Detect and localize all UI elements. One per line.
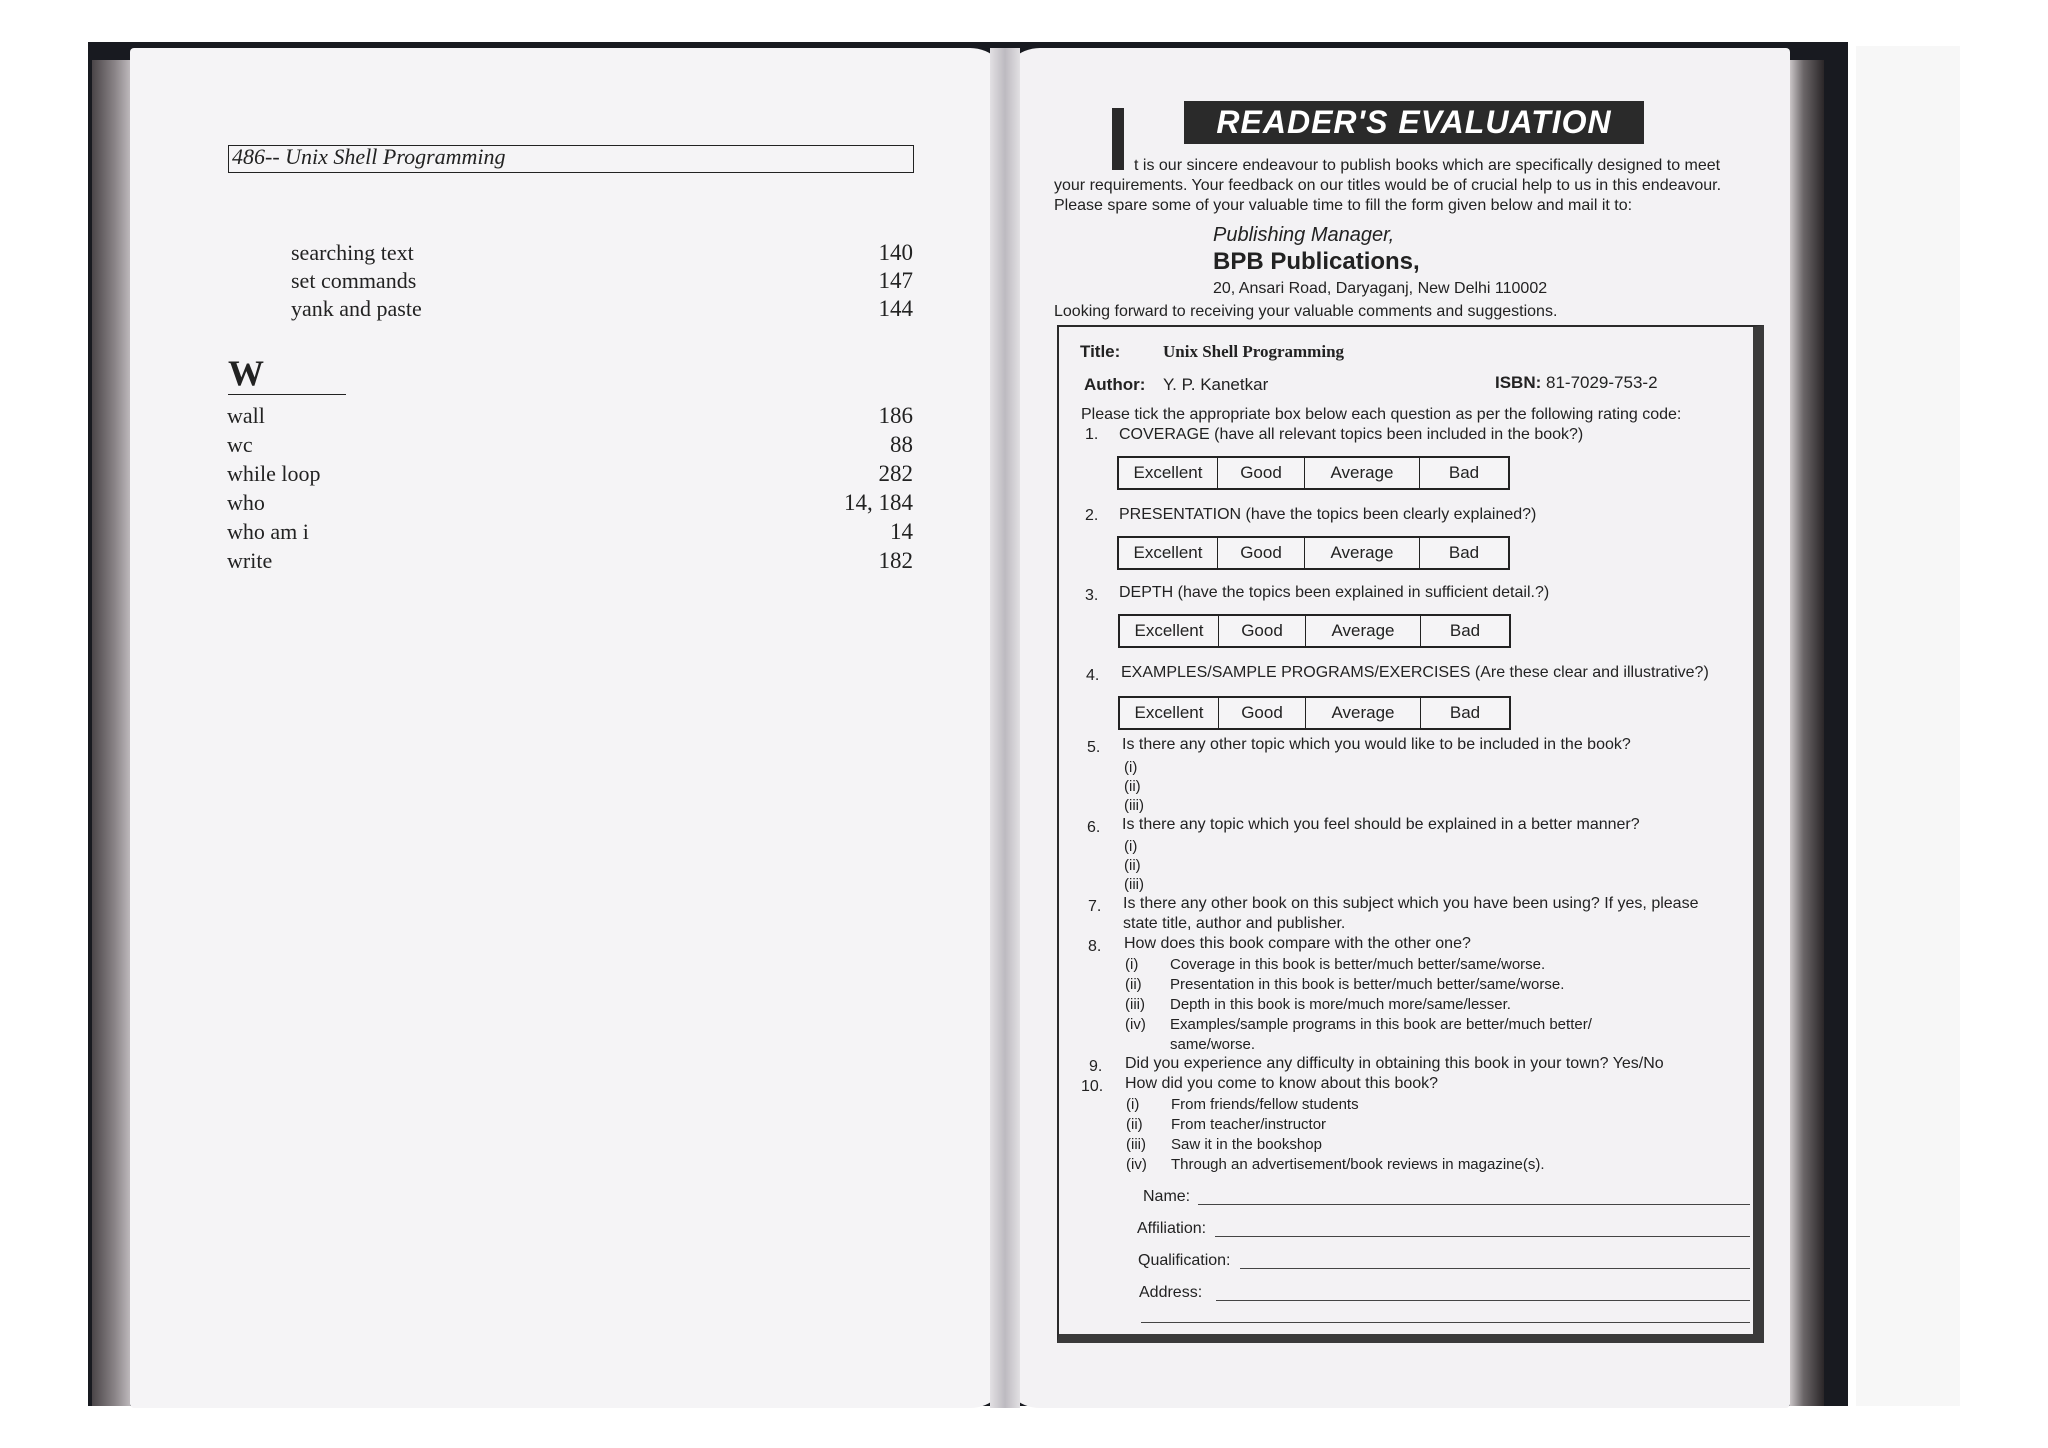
title-label: Title: [1080, 342, 1121, 361]
index-term: who am i [227, 519, 309, 544]
rating-boxes-q2[interactable] [1117, 536, 1510, 570]
index-term: set commands [291, 268, 417, 293]
answer-slot: (ii) [1124, 778, 1141, 795]
sub-number: (i) [1126, 1096, 1140, 1113]
answer-slot: (i) [1124, 759, 1138, 776]
sub-text: From teacher/instructor [1171, 1116, 1327, 1133]
sub-number: (iii) [1125, 996, 1145, 1013]
sub-number: (ii) [1125, 976, 1142, 993]
sub-number: (i) [1125, 956, 1139, 973]
question-number: 4. [1086, 667, 1100, 684]
rating-bad[interactable]: Bad [1449, 621, 1481, 640]
question-text: DEPTH (have the topics been explained in sufficient detail.?) [1119, 584, 1550, 601]
index-page: 182 [878, 548, 913, 573]
sub-text: Through an advertisement/book reviews in magazine(s). [1171, 1156, 1545, 1173]
index-page: 14, 184 [844, 490, 913, 515]
sub-text: Depth in this book is more/much more/same/lesser. [1170, 996, 1511, 1013]
scan-margin [1856, 46, 1960, 1406]
rating-average[interactable]: Average [1305, 538, 1420, 568]
index-term: wall [227, 403, 265, 428]
question-text: EXAMPLES/SAMPLE PROGRAMS/EXERCISES (Are these clear and illustrative?) [1121, 664, 1709, 681]
rating-average[interactable]: Average [1305, 458, 1420, 488]
index-term: yank and paste [291, 296, 422, 321]
question-number: 5. [1087, 739, 1101, 756]
index-page: 14 [890, 519, 913, 544]
recipient-address: 20, Ansari Road, Daryaganj, New Delhi 110002 [1213, 280, 1548, 297]
index-term: wc [227, 432, 253, 457]
drop-cap-I [1112, 108, 1124, 170]
index-term: while loop [227, 461, 321, 486]
affiliation-label: Affiliation: [1137, 1220, 1207, 1237]
rating-good[interactable]: Good [1218, 458, 1305, 488]
index-term: searching text [291, 240, 414, 265]
question-number: 1. [1085, 426, 1099, 443]
book-gutter [990, 48, 1020, 1408]
question-number: 9. [1089, 1058, 1103, 1075]
sub-text: Saw it in the bookshop [1171, 1136, 1322, 1153]
index-page: 144 [878, 296, 913, 321]
name-label: Name: [1143, 1188, 1191, 1205]
affiliation-field[interactable] [1215, 1236, 1750, 1237]
name-field[interactable] [1198, 1204, 1750, 1205]
question-text: Is there any other topic which you would like to be included in the book? [1122, 736, 1631, 753]
question-text: How did you come to know about this book? [1125, 1075, 1439, 1092]
question-text: Is there any other book on this subject which you have been using? If yes, please [1123, 895, 1699, 912]
sub-text: same/worse. [1170, 1036, 1256, 1053]
rating-average[interactable]: Average [1306, 698, 1421, 728]
address-field[interactable] [1216, 1300, 1750, 1301]
closing-line: Looking forward to receiving your valuable comments and suggestions. [1054, 303, 1558, 320]
index-page: 88 [890, 432, 913, 457]
running-header: 486-- Unix Shell Programming [232, 144, 506, 169]
rating-excellent[interactable]: Excellent [1119, 538, 1218, 568]
sub-number: (iv) [1126, 1156, 1147, 1173]
index-page: 147 [878, 268, 913, 293]
rating-average[interactable]: Average [1306, 616, 1421, 646]
address-label: Address: [1139, 1284, 1203, 1301]
question-number: 8. [1088, 938, 1102, 955]
question-text: state title, author and publisher. [1123, 915, 1346, 932]
author-label: Author: [1084, 375, 1146, 394]
rating-good[interactable]: Good [1218, 538, 1305, 568]
qualification-field[interactable] [1240, 1268, 1750, 1269]
rating-boxes-q1[interactable] [1117, 456, 1510, 490]
sub-text: Examples/sample programs in this book are better/much better/ [1170, 1016, 1592, 1033]
question-number: 3. [1085, 587, 1099, 604]
rating-excellent[interactable]: Excellent [1120, 616, 1219, 646]
index-page: 186 [878, 403, 913, 428]
sub-number: (iv) [1125, 1016, 1146, 1033]
question-text: How does this book compare with the other one? [1124, 935, 1471, 952]
question-number: 10. [1081, 1078, 1104, 1095]
intro-line: your requirements. Your feedback on our titles would be of crucial help to us in this endeavour. [1054, 177, 1722, 194]
rating-good[interactable]: Good [1219, 698, 1306, 728]
sub-text: From friends/fellow students [1171, 1096, 1359, 1113]
rating-bad[interactable]: Bad [1449, 703, 1481, 722]
question-text: Did you experience any difficulty in obtaining this book in your town? Yes/No [1125, 1055, 1664, 1072]
left-page-edge [92, 60, 130, 1406]
question-number: 2. [1085, 507, 1099, 524]
index-term: who [227, 490, 265, 515]
recipient-title: Publishing Manager, [1213, 224, 1395, 246]
rating-bad[interactable]: Bad [1448, 543, 1480, 562]
section-divider [228, 394, 346, 395]
page-title: READER'S EVALUATION [1184, 101, 1644, 144]
answer-slot: (iii) [1124, 797, 1144, 814]
answer-slot: (i) [1124, 838, 1138, 855]
rating-good[interactable]: Good [1219, 616, 1306, 646]
rating-excellent[interactable]: Excellent [1119, 458, 1218, 488]
question-text: Is there any topic which you feel should be explained in a better manner? [1122, 816, 1640, 833]
question-text: COVERAGE (have all relevant topics been included in the book?) [1119, 426, 1584, 443]
index-page: 282 [878, 461, 913, 486]
question-number: 7. [1088, 898, 1102, 915]
sub-text: Coverage in this book is better/much better/same/worse. [1170, 956, 1546, 973]
intro-line: Please spare some of your valuable time to fill the form given below and mail it to: [1054, 197, 1633, 214]
sub-number: (ii) [1126, 1116, 1143, 1133]
title-value: Unix Shell Programming [1163, 342, 1345, 361]
recipient-org: BPB Publications, [1213, 248, 1420, 275]
qualification-label: Qualification: [1138, 1252, 1231, 1269]
sub-number: (iii) [1126, 1136, 1146, 1153]
rating-instruction: Please tick the appropriate box below each question as per the following rating code: [1081, 406, 1682, 423]
isbn-label: ISBN: [1495, 373, 1542, 392]
rating-bad[interactable]: Bad [1448, 463, 1480, 482]
index-term: write [227, 548, 273, 573]
rating-excellent[interactable]: Excellent [1120, 698, 1219, 728]
answer-slot: (ii) [1124, 857, 1141, 874]
rating-boxes-q4[interactable] [1118, 696, 1511, 730]
author-value: Y. P. Kanetkar [1163, 375, 1269, 394]
isbn-value: 81-7029-753-2 [1546, 373, 1658, 392]
index-page: 140 [878, 240, 913, 265]
question-text: PRESENTATION (have the topics been clearly explained?) [1119, 506, 1537, 523]
rating-boxes-q3[interactable] [1118, 614, 1511, 648]
sub-text: Presentation in this book is better/much better/same/worse. [1170, 976, 1565, 993]
right-page-edge [1790, 60, 1824, 1406]
section-letter: W [228, 353, 264, 393]
answer-slot: (iii) [1124, 876, 1144, 893]
question-number: 6. [1087, 819, 1101, 836]
intro-line: t is our sincere endeavour to publish books which are specifically designed to meet [1134, 157, 1721, 174]
address-field-line-2[interactable] [1141, 1322, 1750, 1323]
